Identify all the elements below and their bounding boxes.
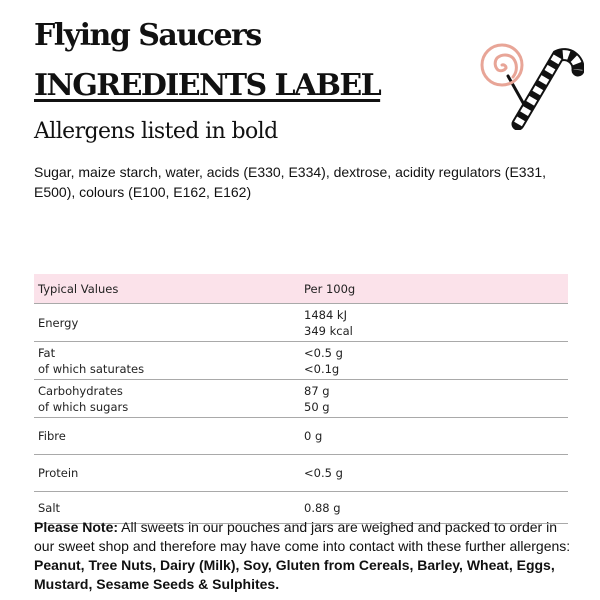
nutrient-value <box>304 342 568 380</box>
page-title: Flying Saucers <box>34 18 261 53</box>
lollipop-icon <box>482 45 526 108</box>
nutrient-value <box>304 455 568 492</box>
nutrient-name: Carbohydrates <box>38 383 123 398</box>
ingredients-list: Sugar, maize starch, water, acids (E330, E334), dextrose, acidity regulators (E331, E500), colours (E100, E162, E162) <box>34 164 547 200</box>
allergen-note: Allergens listed in bold <box>34 119 278 144</box>
label-heading: INGREDIENTS LABEL <box>34 68 381 103</box>
value-line: 0 g <box>304 429 323 443</box>
column-header-typical-values: Typical Values <box>34 274 304 304</box>
please-note-text: All sweets in our pouches and jars are weighed and packed to order in our sweet shop and therefore may have come into contact with these further allergens: <box>34 519 571 554</box>
nutrient-name: Fibre <box>38 429 66 443</box>
sweets-illustration <box>474 18 584 130</box>
candy-cane-icon <box>518 55 578 124</box>
nutrient-name: Salt <box>38 500 61 515</box>
table-row <box>34 304 568 342</box>
nutrient-value <box>304 418 568 455</box>
nutrient-label <box>34 455 304 492</box>
nutrient-label <box>34 418 304 455</box>
nutrient-value <box>304 304 568 342</box>
nutrient-label <box>34 380 304 418</box>
value-line: 0.88 g <box>304 500 341 515</box>
nutrient-name: Fat <box>38 345 56 360</box>
nutrient-subname: of which sugars <box>38 399 129 414</box>
please-note-label: Please Note: <box>34 519 119 535</box>
allergen-warning <box>34 518 574 594</box>
allergen-list: Peanut, Tree Nuts, Dairy (Milk), Soy, Gluten from Cereals, Barley, Wheat, Eggs, Mustard, Sesame Seeds & Sulphites. <box>34 557 555 592</box>
value-line: <0.5 g <box>304 345 343 360</box>
nutrition-table <box>34 274 568 524</box>
value-line: 87 g <box>304 383 330 398</box>
table-row <box>34 342 568 380</box>
table-row <box>34 380 568 418</box>
nutrient-name: Protein <box>38 466 79 480</box>
table-row <box>34 455 568 492</box>
value-line: <0.1g <box>304 361 340 376</box>
value-line: <0.5 g <box>304 466 343 480</box>
value-line: 349 kcal <box>304 323 353 338</box>
nutrient-subname: of which saturates <box>38 361 145 376</box>
table-row <box>34 418 568 455</box>
nutrient-value <box>304 380 568 418</box>
value-line: 50 g <box>304 399 330 414</box>
value-line: 1484 kJ <box>304 307 347 322</box>
nutrient-label <box>34 342 304 380</box>
table-header-row <box>34 274 568 304</box>
nutrient-name: Energy <box>38 315 79 330</box>
column-header-per-100g: Per 100g <box>304 274 568 304</box>
nutrient-label <box>34 304 304 342</box>
